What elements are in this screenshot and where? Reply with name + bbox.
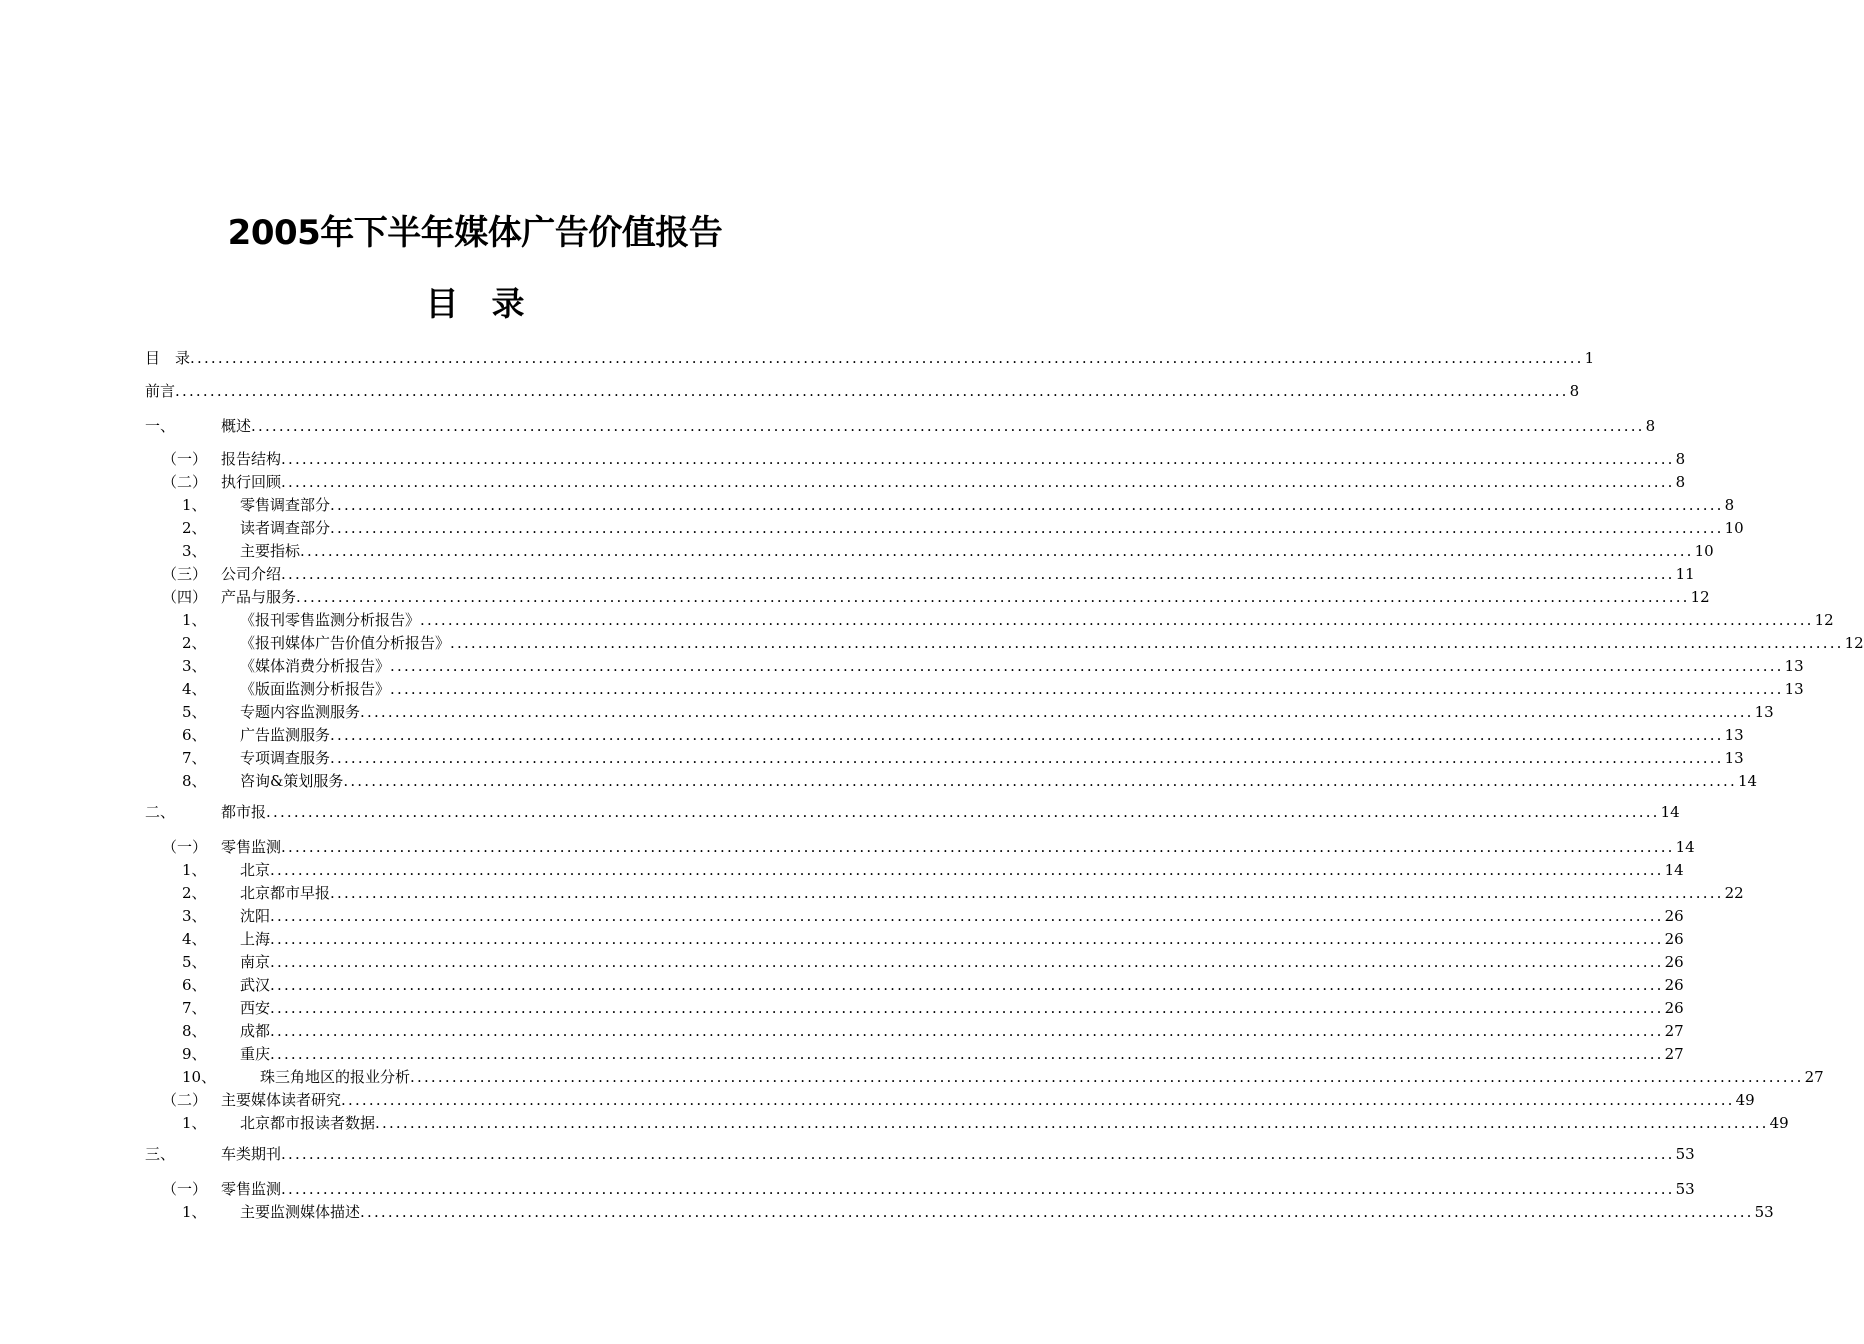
toc-entry[interactable] xyxy=(0,801,1680,823)
toc-dot-leader: ........................................................................................................................................................................................................ xyxy=(343,772,1737,790)
toc-entry-title: 执行回顾 xyxy=(221,473,282,491)
toc-entry-number: （一） xyxy=(162,838,208,856)
toc-entry-page: 53 xyxy=(1754,1203,1774,1221)
toc-dot-leader: ........................................................................................................................................................................................................ xyxy=(341,1091,1735,1109)
toc-entry-title: 零售调查部分 xyxy=(240,496,331,514)
toc-entry-title: 上海 xyxy=(240,930,271,948)
toc-dot-leader: ........................................................................................................................................................................................................ xyxy=(330,519,1724,537)
toc-entry-page: 13 xyxy=(1724,749,1744,767)
toc-entry-page: 26 xyxy=(1664,999,1684,1017)
toc-dot-leader: ........................................................................................................................................................................................................ xyxy=(300,542,1694,560)
toc-entry[interactable] xyxy=(0,928,1684,950)
toc-entry[interactable] xyxy=(0,415,1656,437)
toc-entry-number: 三、 xyxy=(145,1145,176,1163)
toc-entry-title: 咨询&策划服务 xyxy=(240,772,344,790)
toc-dot-leader: ........................................................................................................................................................................................................ xyxy=(266,803,1660,821)
toc-entry-page: 26 xyxy=(1664,930,1684,948)
toc-entry-number: 6、 xyxy=(182,976,207,994)
toc-entry-page: 27 xyxy=(1664,1045,1684,1063)
toc-entry-page: 10 xyxy=(1694,542,1714,560)
toc-entry[interactable] xyxy=(0,632,1864,654)
toc-entry-number: 4、 xyxy=(182,930,207,948)
toc-entry-title: 主要媒体读者研究 xyxy=(221,1091,342,1109)
toc-entry-number: 2、 xyxy=(182,634,207,652)
toc-entry-title: 公司介绍 xyxy=(221,565,282,583)
toc-dot-leader: ........................................................................................................................................................................................................ xyxy=(390,657,1784,675)
toc-entry-page: 27 xyxy=(1664,1022,1684,1040)
toc-entry-page: 8 xyxy=(1645,417,1656,435)
toc-entry-page: 26 xyxy=(1664,953,1684,971)
toc-entry-title: 南京 xyxy=(240,953,271,971)
toc-entry-page: 27 xyxy=(1804,1068,1824,1086)
toc-entry-number: 1、 xyxy=(182,861,207,879)
toc-entry-page: 8 xyxy=(1724,496,1735,514)
toc-entry-page: 53 xyxy=(1675,1145,1695,1163)
toc-entry-number: 1、 xyxy=(182,611,207,629)
toc-dot-leader: ........................................................................................................................................................................................................ xyxy=(360,1203,1754,1221)
toc-entry-page: 14 xyxy=(1675,838,1695,856)
toc-dot-leader: ........................................................................................................................................................................................................ xyxy=(390,680,1784,698)
toc-dot-leader: ........................................................................................................................................................................................................ xyxy=(281,838,1675,856)
toc-entry[interactable] xyxy=(0,347,1595,369)
toc-entry-title: 零售监测 xyxy=(221,838,282,856)
toc-entry-page: 14 xyxy=(1737,772,1758,790)
toc-entry-number: 1、 xyxy=(182,496,207,514)
toc-entry[interactable] xyxy=(0,609,1834,631)
toc-entry-number: 3、 xyxy=(182,657,207,675)
toc-entry-title: 专题内容监测服务 xyxy=(240,703,361,721)
toc-entry[interactable] xyxy=(0,448,1686,470)
toc-entry-page: 1 xyxy=(1584,349,1595,367)
toc-entry-number: 二、 xyxy=(145,803,176,821)
toc-entry-title: 车类期刊 xyxy=(221,1145,282,1163)
toc-entry-page: 13 xyxy=(1784,657,1804,675)
toc-entry-page: 14 xyxy=(1660,803,1680,821)
toc-entry-page: 26 xyxy=(1664,907,1684,925)
toc-entry-title: 《媒体消费分析报告》 xyxy=(240,657,391,675)
toc-entry-title: 珠三角地区的报业分析 xyxy=(260,1068,411,1086)
toc-dot-leader: ........................................................................................................................................................................................................ xyxy=(330,496,1724,514)
toc-entry-title: 成都 xyxy=(240,1022,271,1040)
toc-entry-title: 零售监测 xyxy=(221,1180,282,1198)
toc-entry[interactable] xyxy=(0,494,1735,516)
toc-entry-page: 13 xyxy=(1724,726,1744,744)
toc-dot-leader: ........................................................................................................................................................................................................ xyxy=(450,634,1844,652)
toc-entry-page: 14 xyxy=(1664,861,1684,879)
toc-entry-number: （四） xyxy=(162,588,208,606)
toc-dot-leader: ........................................................................................................................................................................................................ xyxy=(270,1022,1664,1040)
toc-entry-title: 主要指标 xyxy=(240,542,301,560)
toc-entry-number: 9、 xyxy=(182,1045,207,1063)
toc-entry-number: （二） xyxy=(162,1091,208,1109)
toc-dot-leader: ........................................................................................................................................................................................................ xyxy=(281,1180,1675,1198)
toc-dot-leader: ........................................................................................................................................................................................................ xyxy=(281,450,1675,468)
toc-entry-title: 西安 xyxy=(240,999,271,1017)
toc-entry-title: 都市报 xyxy=(221,803,267,821)
toc-heading-char-2: 录 xyxy=(491,284,525,323)
toc-dot-leader: ........................................................................................................................................................................................................ xyxy=(270,907,1664,925)
toc-entry[interactable] xyxy=(0,724,1744,746)
toc-entry-number: （一） xyxy=(162,450,208,468)
toc-entry-number: 7、 xyxy=(182,999,207,1017)
toc-entry-title: 读者调查部分 xyxy=(240,519,331,537)
toc-entry[interactable] xyxy=(0,655,1804,677)
toc-entry-page: 26 xyxy=(1664,976,1684,994)
toc-entry[interactable] xyxy=(0,471,1686,493)
toc-entry-number: 5、 xyxy=(182,703,207,721)
toc-entry-number: 2、 xyxy=(182,884,207,902)
toc-entry-page: 8 xyxy=(1569,382,1580,400)
toc-heading-char-1: 目 xyxy=(425,284,459,323)
toc-dot-leader: ........................................................................................................................................................................................................ xyxy=(281,1145,1675,1163)
toc-entry[interactable] xyxy=(0,1066,1824,1088)
toc-entry-number: （一） xyxy=(162,1180,208,1198)
toc-entry-page: 12 xyxy=(1814,611,1834,629)
toc-entry-number: 10、 xyxy=(182,1068,217,1086)
toc-entry-page: 8 xyxy=(1675,450,1686,468)
toc-entry[interactable] xyxy=(0,770,1758,792)
toc-entry-title: 专项调查服务 xyxy=(240,749,331,767)
toc-entry[interactable] xyxy=(0,563,1695,585)
toc-entry[interactable] xyxy=(0,1020,1684,1042)
toc-entry-page: 8 xyxy=(1675,473,1686,491)
toc-entry-title: 报告结构 xyxy=(221,450,282,468)
toc-entry-title: 产品与服务 xyxy=(221,588,297,606)
toc-entry[interactable] xyxy=(0,1089,1755,1111)
toc-entry[interactable] xyxy=(0,1178,1695,1200)
toc-entry-number: 3、 xyxy=(182,542,207,560)
toc-entry[interactable] xyxy=(0,678,1804,700)
toc-entry[interactable] xyxy=(0,1112,1789,1134)
toc-entry[interactable] xyxy=(0,905,1684,927)
toc-entry-number: 3、 xyxy=(182,907,207,925)
toc-dot-leader: ........................................................................................................................................................................................................ xyxy=(281,565,1675,583)
toc-entry-title: 北京都市报读者数据 xyxy=(240,1114,376,1132)
toc-entry-number: 1、 xyxy=(182,1203,207,1221)
toc-entry-number: 8、 xyxy=(182,1022,207,1040)
toc-dot-leader: ........................................................................................................................................................................................................ xyxy=(190,349,1584,367)
toc-entry-title: 武汉 xyxy=(240,976,271,994)
toc-entry[interactable] xyxy=(0,836,1695,858)
toc-dot-leader: ........................................................................................................................................................................................................ xyxy=(375,1114,1769,1132)
toc-entry[interactable] xyxy=(0,380,1580,402)
toc-entry[interactable] xyxy=(0,517,1744,539)
toc-entry-number: 8、 xyxy=(182,772,207,790)
toc-entry[interactable] xyxy=(0,859,1684,881)
toc-entry-page: 22 xyxy=(1724,884,1744,902)
toc-entry-title: 前言 xyxy=(145,382,176,400)
toc-entry-number: 7、 xyxy=(182,749,207,767)
toc-dot-leader: ........................................................................................................................................................................................................ xyxy=(360,703,1754,721)
toc-dot-leader: ........................................................................................................................................................................................................ xyxy=(270,930,1664,948)
toc-entry[interactable] xyxy=(0,951,1684,973)
toc-entry-page: 11 xyxy=(1675,565,1695,583)
toc-entry-title: 目 录 xyxy=(145,349,191,367)
toc-entry-number: 一、 xyxy=(145,417,176,435)
toc-entry-title: 北京 xyxy=(240,861,271,879)
toc-entry-number: 4、 xyxy=(182,680,207,698)
toc-entry[interactable] xyxy=(0,747,1744,769)
toc-entry-page: 13 xyxy=(1754,703,1774,721)
toc-entry-title: 北京都市早报 xyxy=(240,884,331,902)
toc-entry-page: 12 xyxy=(1690,588,1710,606)
toc-entry-title: 《版面监测分析报告》 xyxy=(240,680,391,698)
toc-entry-title: 沈阳 xyxy=(240,907,271,925)
toc-entry-page: 12 xyxy=(1844,634,1864,652)
toc-entry[interactable] xyxy=(0,540,1714,562)
toc-entry[interactable] xyxy=(0,1143,1695,1165)
toc-entry[interactable] xyxy=(0,974,1684,996)
toc-entry-number: 5、 xyxy=(182,953,207,971)
toc-entry-title: 重庆 xyxy=(240,1045,271,1063)
toc-entry-page: 49 xyxy=(1769,1114,1789,1132)
toc-dot-leader: ........................................................................................................................................................................................................ xyxy=(296,588,1690,606)
toc-entry[interactable] xyxy=(0,701,1774,723)
toc-entry-number: 6、 xyxy=(182,726,207,744)
toc-dot-leader: ........................................................................................................................................................................................................ xyxy=(330,884,1724,902)
toc-entry[interactable] xyxy=(0,882,1744,904)
document-title: 2005年下半年媒体广告价值报告 xyxy=(227,213,723,253)
toc-entry-page: 10 xyxy=(1724,519,1744,537)
toc-entry[interactable] xyxy=(0,997,1684,1019)
toc-entry-number: （三） xyxy=(162,565,208,583)
toc-entry-page: 53 xyxy=(1675,1180,1695,1198)
toc-dot-leader: ........................................................................................................................................................................................................ xyxy=(175,382,1569,400)
toc-entry-page: 13 xyxy=(1784,680,1804,698)
toc-dot-leader: ........................................................................................................................................................................................................ xyxy=(270,999,1664,1017)
toc-entry[interactable] xyxy=(0,1201,1774,1223)
toc-dot-leader: ........................................................................................................................................................................................................ xyxy=(251,417,1645,435)
toc-dot-leader: ........................................................................................................................................................................................................ xyxy=(270,953,1664,971)
toc-dot-leader: ........................................................................................................................................................................................................ xyxy=(330,749,1724,767)
toc-dot-leader: ........................................................................................................................................................................................................ xyxy=(270,861,1664,879)
toc-entry-page: 49 xyxy=(1735,1091,1755,1109)
toc-entry-number: 1、 xyxy=(182,1114,207,1132)
toc-dot-leader: ........................................................................................................................................................................................................ xyxy=(330,726,1724,744)
toc-entry-number: 2、 xyxy=(182,519,207,537)
toc-entry-number: （二） xyxy=(162,473,208,491)
toc-entry[interactable] xyxy=(0,1043,1684,1065)
toc-entry-title: 主要监测媒体描述 xyxy=(240,1203,361,1221)
toc-dot-leader: ........................................................................................................................................................................................................ xyxy=(420,611,1814,629)
toc-entry-title: 广告监测服务 xyxy=(240,726,331,744)
toc-dot-leader: ........................................................................................................................................................................................................ xyxy=(270,1045,1664,1063)
toc-entry-title: 《报刊零售监测分析报告》 xyxy=(240,611,421,629)
toc-entry[interactable] xyxy=(0,586,1710,608)
toc-dot-leader: ........................................................................................................................................................................................................ xyxy=(281,473,1675,491)
toc-entry-title: 《报刊媒体广告价值分析报告》 xyxy=(240,634,451,652)
toc-dot-leader: ........................................................................................................................................................................................................ xyxy=(270,976,1664,994)
toc-dot-leader: ........................................................................................................................................................................................................ xyxy=(410,1068,1804,1086)
toc-entry-title: 概述 xyxy=(221,417,252,435)
